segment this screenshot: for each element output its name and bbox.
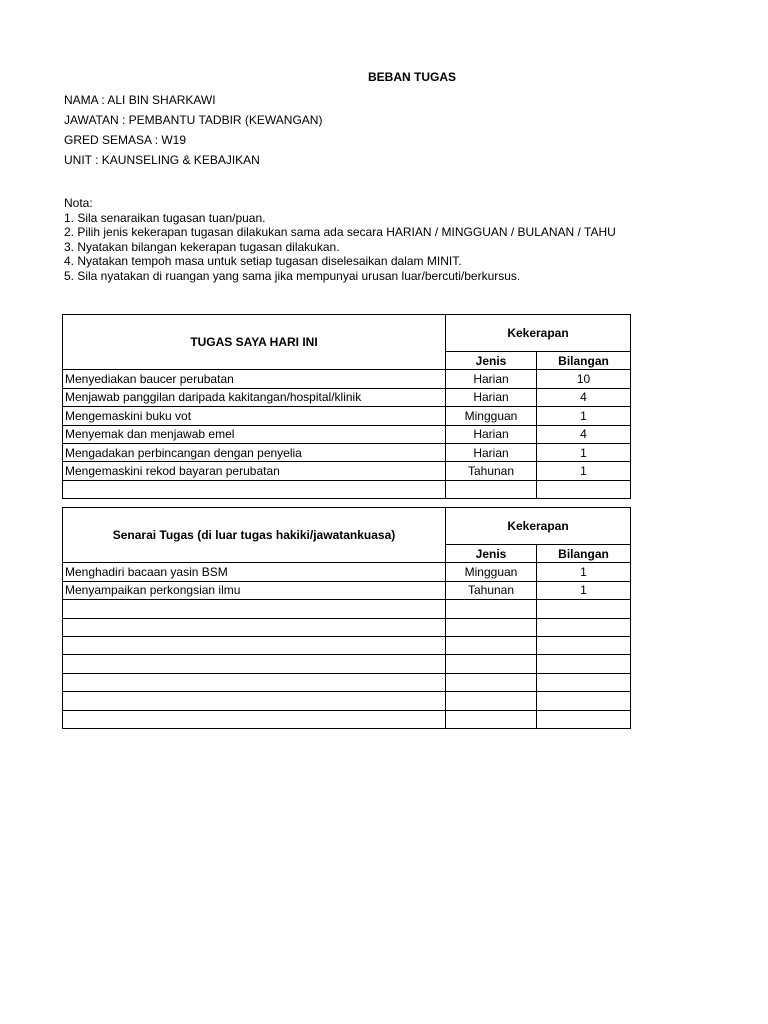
task-cell: Mengadakan perbincangan dengan penyelia	[63, 443, 446, 461]
table-row	[63, 370, 631, 388]
task-cell: Menyampaikan perkongsian ilmu	[63, 581, 446, 599]
task-cell: Menjawab panggilan daripada kakitangan/hospital/klinik	[63, 388, 446, 406]
jenis-cell	[446, 655, 537, 673]
bilangan-cell	[537, 710, 631, 728]
column-header-jenis: Jenis	[446, 352, 537, 370]
table-row	[63, 443, 631, 461]
table-row	[63, 636, 631, 654]
info-unit: UNIT : KAUNSELING & KEBAJIKAN	[64, 153, 260, 167]
jenis-cell: Harian	[446, 443, 537, 461]
note-item: 4. Nyatakan tempoh masa untuk setiap tugasan diselesaikan dalam MINIT.	[64, 254, 462, 269]
column-header-jenis: Jenis	[446, 545, 537, 563]
task-cell: Mengemaskini buku vot	[63, 407, 446, 425]
jenis-cell	[446, 618, 537, 636]
task-cell	[63, 618, 446, 636]
info-grade: GRED SEMASA : W19	[64, 133, 187, 147]
bilangan-cell: 1	[537, 443, 631, 461]
jenis-cell: Harian	[446, 388, 537, 406]
note-item: 5. Sila nyatakan di ruangan yang sama jika mempunyai urusan luar/bercuti/berkursus.	[64, 268, 521, 283]
group-header-frequency: Kekerapan	[446, 508, 631, 545]
jenis-cell	[446, 673, 537, 691]
other-tasks-table	[62, 507, 631, 729]
bilangan-cell: 10	[537, 370, 631, 388]
info-position: JAWATAN : PEMBANTU TADBIR (KEWANGAN)	[64, 113, 323, 127]
bilangan-cell: 1	[537, 407, 631, 425]
jenis-cell	[446, 480, 537, 498]
table-row	[63, 388, 631, 406]
bilangan-cell: 4	[537, 425, 631, 443]
notes-heading: Nota:	[64, 196, 93, 210]
jenis-cell: Mingguan	[446, 407, 537, 425]
jenis-cell: Tahunan	[446, 462, 537, 480]
note-item: 3. Nyatakan bilangan kekerapan tugasan dilakukan.	[64, 239, 340, 254]
table-row	[63, 692, 631, 710]
task-cell: Menyemak dan menjawab emel	[63, 425, 446, 443]
task-cell	[63, 692, 446, 710]
bilangan-cell: 1	[537, 563, 631, 581]
bilangan-cell	[537, 692, 631, 710]
table-row	[63, 563, 631, 581]
table-row	[63, 673, 631, 691]
task-cell: Menyediakan baucer perubatan	[63, 370, 446, 388]
info-name: NAMA : ALI BIN SHARKAWI	[64, 93, 216, 107]
table-row	[63, 581, 631, 599]
bilangan-cell	[537, 618, 631, 636]
notes-section	[64, 196, 616, 284]
table-row	[63, 600, 631, 618]
table-title: Senarai Tugas (di luar tugas hakiki/jawatankuasa)	[63, 508, 446, 563]
table-row	[63, 655, 631, 673]
task-cell	[63, 480, 446, 498]
bilangan-cell: 1	[537, 581, 631, 599]
task-cell	[63, 655, 446, 673]
note-item: 1. Sila senaraikan tugasan tuan/puan.	[64, 210, 266, 225]
jenis-cell	[446, 692, 537, 710]
table-row	[63, 425, 631, 443]
group-header-frequency: Kekerapan	[446, 315, 631, 352]
bilangan-cell	[537, 673, 631, 691]
bilangan-cell	[537, 655, 631, 673]
column-header-bilangan: Bilangan	[537, 545, 631, 563]
jenis-cell	[446, 600, 537, 618]
bilangan-cell: 4	[537, 388, 631, 406]
table-row	[63, 462, 631, 480]
bilangan-cell	[537, 600, 631, 618]
table-title: TUGAS SAYA HARI INI	[63, 315, 446, 370]
task-cell	[63, 636, 446, 654]
table-row	[63, 480, 631, 498]
document-title: BEBAN TUGAS	[367, 70, 456, 84]
jenis-cell	[446, 636, 537, 654]
daily-tasks-table	[62, 314, 631, 499]
note-item: 2. Pilih jenis kekerapan tugasan dilakukan sama ada secara HARIAN / MINGGUAN / BULANAN / TAHU	[64, 225, 616, 240]
table-row	[63, 618, 631, 636]
jenis-cell: Harian	[446, 370, 537, 388]
task-cell: Menghadiri bacaan yasin BSM	[63, 563, 446, 581]
column-header-bilangan: Bilangan	[537, 352, 631, 370]
employee-info	[64, 90, 322, 170]
jenis-cell: Mingguan	[446, 563, 537, 581]
task-cell	[63, 710, 446, 728]
jenis-cell	[446, 710, 537, 728]
table-row	[63, 710, 631, 728]
table-row	[63, 407, 631, 425]
bilangan-cell: 1	[537, 462, 631, 480]
bilangan-cell	[537, 636, 631, 654]
bilangan-cell	[537, 480, 631, 498]
task-cell	[63, 673, 446, 691]
jenis-cell: Harian	[446, 425, 537, 443]
task-cell: Mengemaskini rekod bayaran perubatan	[63, 462, 446, 480]
jenis-cell: Tahunan	[446, 581, 537, 599]
task-cell	[63, 600, 446, 618]
